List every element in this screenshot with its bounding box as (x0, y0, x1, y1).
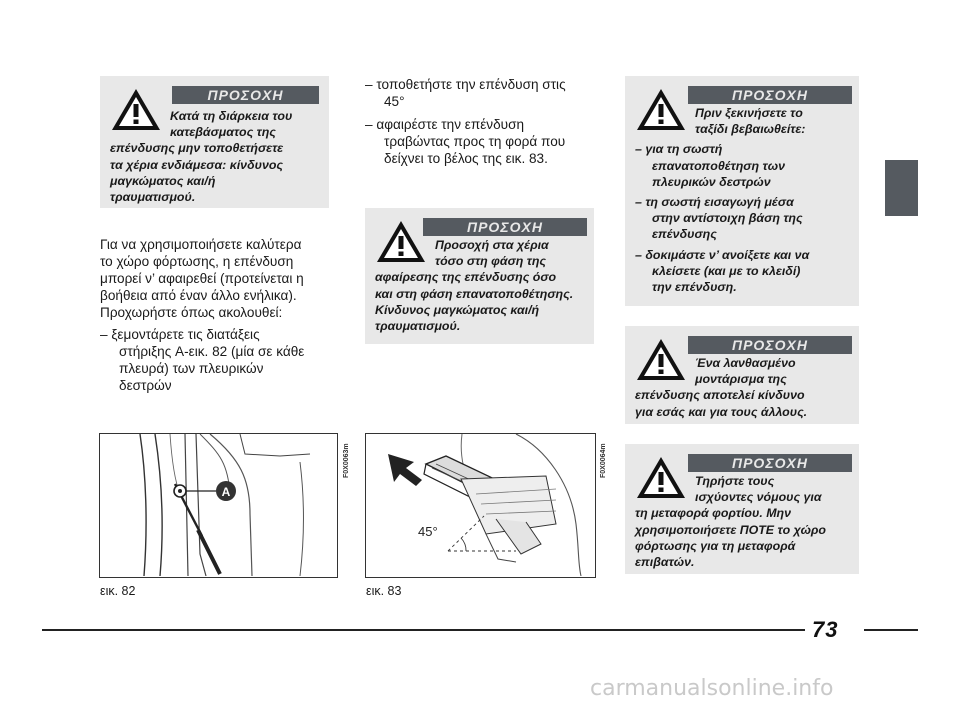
paragraph-line: βοήθεια από έναν άλλο ενήλικα). (100, 288, 297, 303)
warning-title: ΠΡΟΣΟΧΗ (688, 454, 852, 472)
warning-text: κατεβάσματος της (170, 125, 276, 140)
warning-title: ΠΡΟΣΟΧΗ (172, 86, 319, 104)
footer-rule-left (42, 629, 805, 631)
instructions-middle (365, 76, 610, 167)
warning-triangle-icon (635, 336, 687, 382)
watermark: carmanualsonline.info (590, 676, 834, 701)
bullet-line: τραβώντας προς τη φορά που (384, 134, 566, 149)
figure-code: F0X0064m (600, 443, 607, 478)
bullet-line: – ξεμοντάρετε τις διατάξεις (100, 327, 260, 342)
warning-text: επένδυσης (652, 227, 717, 242)
warning-box-before-trip (625, 76, 859, 306)
callout-label-a: A (221, 485, 231, 499)
warning-text: μαγκώματος και/ή (110, 173, 216, 188)
warning-text: την επένδυση. (652, 280, 737, 295)
warning-text: ισχύοντες νόμους για (695, 490, 822, 505)
warning-text: Κίνδυνος μαγκώματος και/ή (375, 302, 540, 317)
warning-text: για εσάς και για τους άλλους. (635, 404, 808, 419)
warning-triangle-icon (375, 218, 427, 264)
warning-triangle-icon (110, 86, 162, 132)
warning-text: και στη φάση επανατοποθέτησης. (375, 286, 574, 301)
figure-caption: εικ. 83 (366, 584, 402, 598)
page-number: 73 (812, 617, 839, 642)
warning-triangle-icon (635, 454, 687, 500)
warning-text: Τηρήστε τους (695, 474, 775, 488)
figure-82-illustration (100, 434, 336, 576)
warning-text: Πριν ξεκινήσετε το (695, 106, 803, 120)
paragraph-line: Για να χρησιμοποιήσετε καλύτερα (100, 237, 302, 252)
warning-box-hands (365, 208, 594, 344)
warning-text: πλευρικών δεστρών (652, 174, 771, 189)
warning-text: Κατά τη διάρκεια του (170, 109, 293, 123)
warning-triangle-icon (635, 86, 687, 132)
warning-text: στην αντίστοιχη βάση της (652, 211, 803, 226)
warning-text: τόσο στη φάση της (435, 254, 547, 269)
warning-text: επιβατών. (635, 555, 695, 570)
bullet-line: πλευρά) των πλευρικών (119, 361, 264, 376)
warning-title: ΠΡΟΣΟΧΗ (423, 218, 587, 236)
warning-box-incorrect-mounting (625, 326, 859, 424)
warning-text: μοντάρισμα της (695, 372, 787, 387)
footer-rule-right (864, 629, 918, 631)
bullet-line: στήριξης A-εικ. 82 (μία σε κάθε (119, 344, 305, 359)
warning-text: επανατοποθέτηση των (652, 158, 785, 173)
warning-text: χρησιμοποιήσετε ΠΟΤΕ το χώρο (635, 522, 826, 537)
warning-text: – για τη σωστή (635, 142, 723, 157)
bullet-line: δεστρών (119, 378, 172, 393)
bullet-line: 45° (384, 94, 405, 109)
figure-83 (365, 433, 596, 578)
warning-text: Ένα λανθασμένο (695, 356, 796, 370)
warning-title: ΠΡΟΣΟΧΗ (688, 86, 852, 104)
figure-code: F0X0063m (343, 443, 350, 478)
warning-text: αφαίρεσης της επένδυσης όσο (375, 270, 557, 285)
warning-text: επένδυσης αποτελεί κίνδυνο (635, 388, 805, 403)
angle-label: 45° (418, 524, 438, 539)
paragraph-line: το χώρο φόρτωσης, η επένδυση (100, 254, 294, 269)
warning-box-handling (100, 76, 329, 208)
warning-text: τα χέρια ενδιάμεσα: κίνδυνος (110, 157, 284, 172)
warning-text: τραυματισμού. (375, 319, 461, 334)
instructions-left (100, 236, 340, 394)
section-tab (885, 160, 918, 216)
warning-text: τραυματισμού. (110, 190, 196, 205)
warning-title: ΠΡΟΣΟΧΗ (688, 336, 852, 354)
figure-82 (99, 433, 338, 578)
warning-text: ταξίδι βεβαιωθείτε: (695, 122, 806, 137)
warning-box-load-transport (625, 444, 859, 574)
figure-83-illustration (366, 434, 594, 576)
bullet-line: δείχνει το βέλος της εικ. 83. (384, 151, 548, 166)
bullet-line: – τοποθετήστε την επένδυση στις (365, 77, 566, 92)
figure-caption: εικ. 82 (100, 584, 136, 598)
warning-text: φόρτωσης για τη μεταφορά (635, 538, 796, 553)
paragraph-line: μπορεί ν’ αφαιρεθεί (προτείνεται η (100, 271, 304, 286)
paragraph-line: Προχωρήστε όπως ακολουθεί: (100, 305, 283, 320)
warning-text: επένδυσης μην τοποθετήσετε (110, 141, 284, 156)
warning-text: κλείσετε (και με το κλειδί) (652, 263, 801, 278)
warning-text: – τη σωστή εισαγωγή μέσα (635, 195, 794, 210)
warning-text: – δοκιμάστε ν’ ανοίξετε και να (635, 247, 810, 262)
warning-text: Προσοχή στα χέρια (435, 238, 549, 252)
warning-text: τη μεταφορά φορτίου. Μην (635, 506, 791, 521)
bullet-line: – αφαιρέστε την επένδυση (365, 117, 525, 132)
